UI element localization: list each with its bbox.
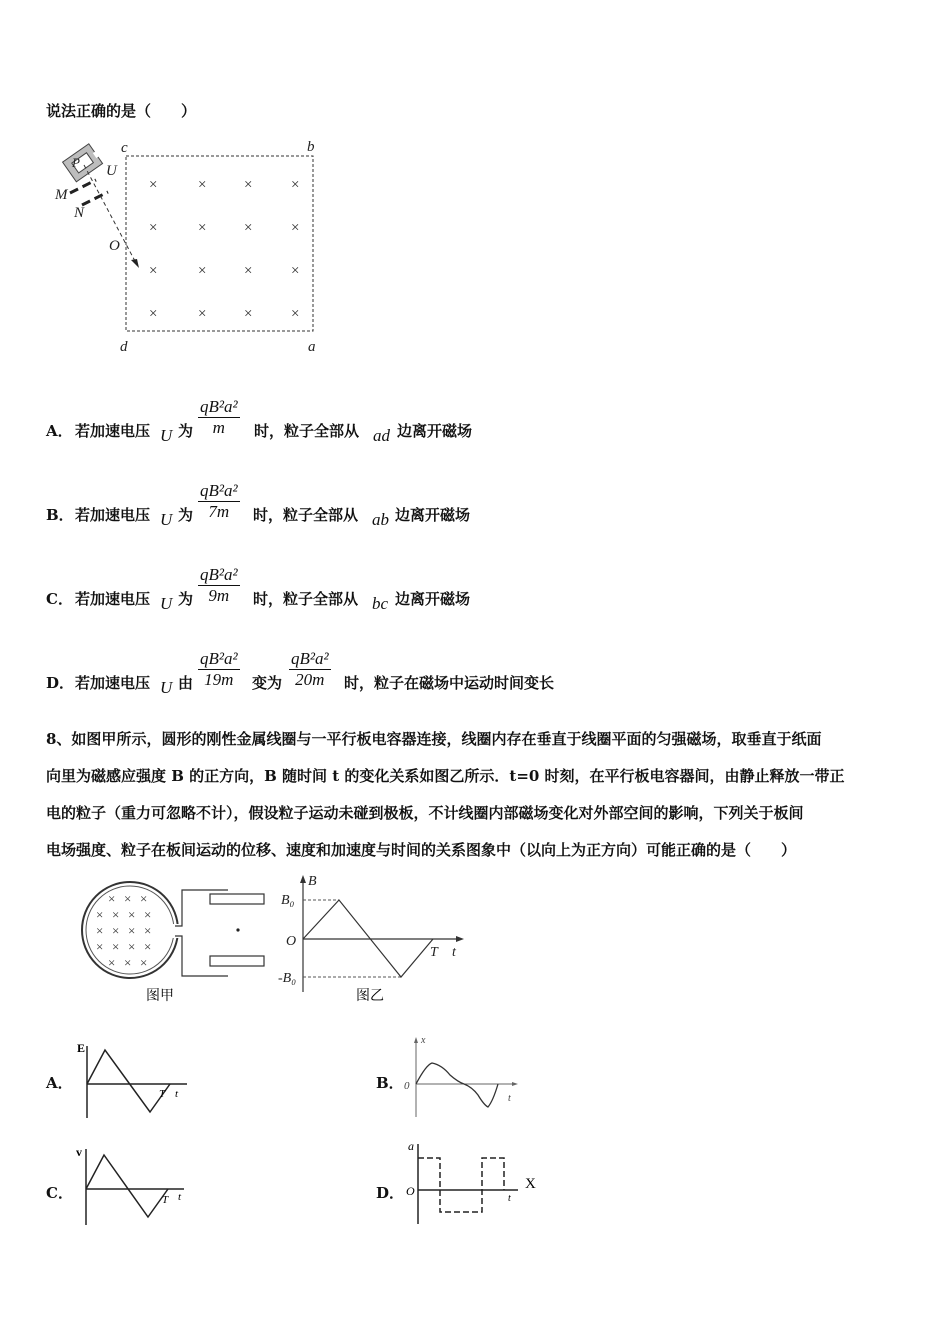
source-label-p: P [72, 155, 80, 170]
corner-label-a: a [308, 339, 316, 355]
option-text: 时，粒子在磁场中运动时间变长 [344, 674, 555, 692]
cross-mark: × [291, 306, 300, 322]
option-letter: B． [376, 1074, 404, 1092]
axis-label-b: B [308, 874, 317, 889]
plate-m [70, 180, 96, 193]
field-crosses [149, 177, 299, 322]
option-text: 时，粒子全部从 [253, 590, 359, 608]
particle-source [63, 143, 105, 182]
svg-text:0: 0 [404, 1080, 410, 1092]
svg-text:×: × [112, 907, 120, 922]
stem-line: 向里为磁感应强度 B 的正方向，B 随时间 t 的变化关系如图乙所示．t=0 时刻，在平行板电容器间，由静止释放一带正 [46, 767, 845, 785]
option-letter: A． [46, 422, 73, 440]
option-letter: C． [46, 590, 73, 608]
cross-mark: × [244, 177, 253, 193]
svg-text:×: × [140, 955, 148, 970]
svg-text:×: × [124, 891, 132, 906]
var-u: U [160, 594, 173, 613]
graph-x-t [400, 1035, 525, 1125]
graph-a-t [400, 1138, 545, 1228]
svg-text:×: × [128, 939, 136, 954]
option-text: 为 [178, 590, 194, 608]
option-text: 为 [178, 422, 194, 440]
fraction: $\frac{\text{qB²a²}}{9m}$ [200, 565, 238, 605]
point-label-o: O [109, 238, 120, 254]
edge-label: bc [372, 594, 389, 613]
option-text: 若加速电压 [75, 422, 151, 440]
svg-text:O: O [406, 1184, 415, 1198]
plate-label-m: M [55, 187, 68, 203]
option-text: 时，粒子全部从 [254, 422, 360, 440]
option-text: 边离开磁场 [395, 506, 471, 524]
option-text: 边离开磁场 [395, 590, 471, 608]
plate-label-n: N [74, 205, 85, 221]
cross-mark: × [291, 220, 300, 236]
cross-mark: × [149, 220, 158, 236]
cross-mark: × [198, 306, 207, 322]
edge-label: ab [372, 510, 389, 529]
tick-t: T [430, 945, 438, 960]
svg-text:T: T [162, 1194, 169, 1206]
graph-e-t [75, 1040, 195, 1125]
option-letter: D． [46, 674, 75, 692]
option-text: 若加速电压 [75, 674, 151, 692]
cross-mark: × [198, 263, 207, 279]
svg-text:×: × [144, 939, 152, 954]
fraction: $\frac{\text{qB²a²}}{20m}$ [291, 649, 329, 689]
figure-jia [78, 878, 278, 1008]
svg-text:E: E [77, 1041, 86, 1055]
cross-mark: × [149, 177, 158, 193]
option-letter: C． [46, 1184, 73, 1202]
svg-text:×: × [96, 907, 104, 922]
svg-text:×: × [144, 923, 152, 938]
svg-text:a: a [408, 1139, 414, 1153]
option-letter: D． [376, 1184, 405, 1202]
tick-b0: B₀ [281, 893, 295, 908]
var-u: U [160, 510, 173, 529]
svg-text:×: × [108, 955, 116, 970]
svg-text:X: X [525, 1176, 536, 1192]
option-text: 若加速电压 [75, 506, 151, 524]
stem-line: 8、如图甲所示，圆形的刚性金属线圈与一平行板电容器连接，线圈内存在垂直于线圈平面的匀强磁场，取垂直于纸面 [46, 730, 822, 748]
tick-neg-b0: -B₀ [278, 971, 297, 986]
corner-label-b: b [307, 139, 315, 155]
option-text: 边离开磁场 [397, 422, 473, 440]
cross-mark: × [244, 263, 253, 279]
svg-text:×: × [112, 939, 120, 954]
var-u: U [160, 678, 173, 697]
option-text: 时，粒子全部从 [253, 506, 359, 524]
axis-label-t: t [452, 945, 456, 960]
option-text: 由 [178, 674, 194, 692]
cross-mark: × [198, 220, 207, 236]
cross-mark: × [244, 306, 253, 322]
question-8-stem [46, 721, 916, 869]
svg-text:t: t [175, 1088, 179, 1100]
question-stem-tail: 说法正确的是（ ） [46, 102, 197, 120]
var-u: U [160, 426, 173, 445]
svg-text:×: × [124, 955, 132, 970]
svg-text:x: x [421, 1035, 426, 1046]
trajectory-arrowhead [131, 259, 139, 268]
cross-mark: × [291, 177, 300, 193]
figure-yi [278, 872, 478, 1007]
svg-text:×: × [108, 891, 116, 906]
svg-text:×: × [128, 907, 136, 922]
svg-text:×: × [128, 923, 136, 938]
option-text: 变为 [252, 674, 283, 692]
option-letter: B． [46, 506, 74, 524]
edge-label: ad [373, 426, 390, 445]
fraction: $\frac{\text{qB²a²}}{7m}$ [200, 481, 238, 521]
caption-yi: 图乙 [356, 989, 384, 1004]
corner-label-d: d [120, 339, 128, 355]
fraction: $\frac{\text{qB²a²}}{m}$ [200, 397, 238, 437]
svg-text:×: × [144, 907, 152, 922]
stem-line: 电场强度、粒子在板间运动的位移、速度和加速度与时间的关系图象中（以向上为正方向）可能正确的是（ ） [46, 841, 797, 859]
option-text: 若加速电压 [75, 590, 151, 608]
svg-text:t: t [508, 1093, 511, 1104]
magnetic-field-figure [48, 135, 338, 360]
label-u: U [106, 163, 117, 179]
cross-mark: × [149, 306, 158, 322]
svg-text:×: × [96, 939, 104, 954]
option-letter: A． [46, 1074, 73, 1092]
stem-line: 电的粒子（重力可忽略不计），假设粒子运动未碰到极板，不计线圈内部磁场变化对外部空间的影响，下列关于板间 [46, 804, 804, 822]
cross-mark: × [149, 263, 158, 279]
origin-label: O [286, 934, 297, 949]
svg-text:t: t [178, 1191, 182, 1203]
graph-v-t [72, 1143, 194, 1228]
svg-text:t: t [508, 1193, 511, 1204]
svg-text:×: × [96, 923, 104, 938]
svg-text:×: × [140, 891, 148, 906]
svg-text:×: × [112, 923, 120, 938]
cross-mark: × [244, 220, 253, 236]
option-text: 为 [178, 506, 194, 524]
caption-jia: 图甲 [146, 989, 174, 1004]
svg-text:v: v [76, 1145, 82, 1159]
svg-text:T: T [159, 1088, 166, 1100]
cross-mark: × [198, 177, 207, 193]
corner-label-c: c [121, 140, 128, 156]
fraction: $\frac{\text{qB²a²}}{19m}$ [200, 649, 238, 689]
cross-mark: × [291, 263, 300, 279]
